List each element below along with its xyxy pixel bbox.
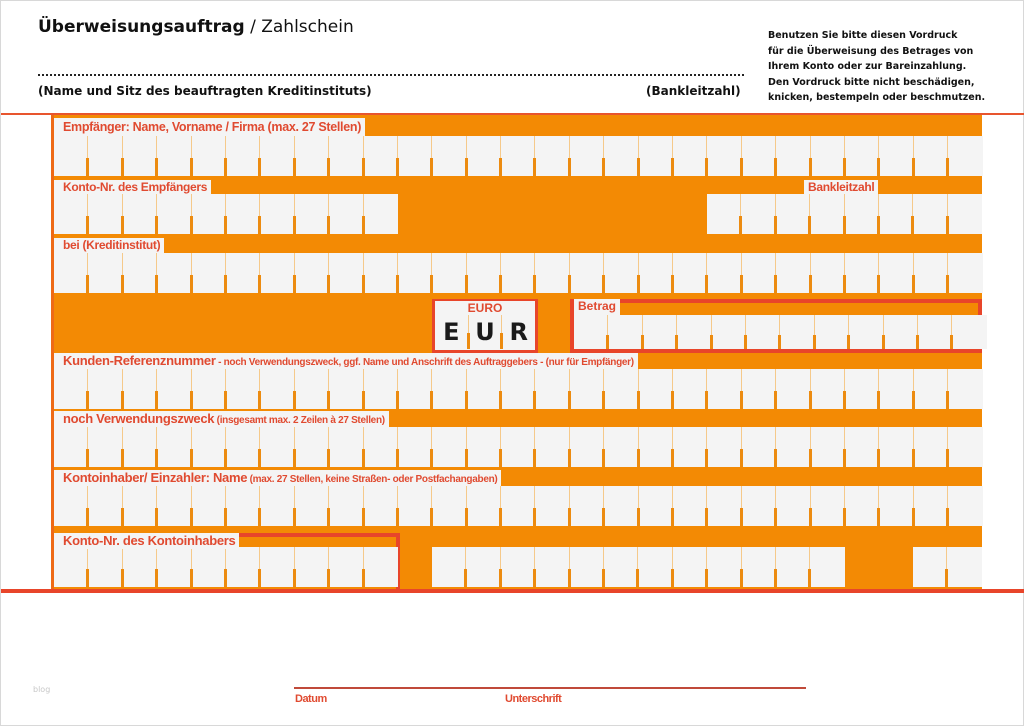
char-cell[interactable] [845, 253, 879, 293]
char-cell[interactable] [260, 253, 294, 293]
char-cell[interactable] [329, 547, 363, 587]
char-cell[interactable] [54, 486, 88, 526]
char-cell[interactable] [295, 253, 329, 293]
char-cell[interactable] [604, 253, 638, 293]
char-cell[interactable] [948, 486, 982, 526]
char-cell[interactable] [88, 136, 122, 176]
char-cell[interactable] [947, 547, 981, 587]
char-cell[interactable] [712, 315, 746, 349]
char-cell[interactable] [742, 369, 776, 409]
char-cell[interactable] [432, 427, 466, 467]
char-cell[interactable] [811, 369, 845, 409]
char-cell[interactable] [295, 427, 329, 467]
char-cell[interactable] [639, 486, 673, 526]
char-cell[interactable] [398, 136, 432, 176]
char-cell[interactable] [467, 369, 501, 409]
recipient-name-label: Empfänger: Name, Vorname / Firma (max. 27 Stellen) [54, 118, 365, 137]
char-cell[interactable] [364, 547, 398, 587]
currency-box [432, 299, 538, 353]
char-cell[interactable] [88, 547, 122, 587]
char-cell[interactable] [913, 547, 947, 587]
char-cell[interactable] [810, 547, 844, 587]
char-cell[interactable] [742, 427, 776, 467]
char-cell[interactable] [604, 369, 638, 409]
char-cell[interactable] [226, 427, 260, 467]
char-cell[interactable] [879, 369, 913, 409]
char-cell[interactable] [639, 427, 673, 467]
char-cell[interactable] [948, 427, 982, 467]
char-cell[interactable] [398, 369, 432, 409]
char-cell[interactable] [226, 194, 260, 234]
char-cell[interactable] [639, 253, 673, 293]
char-cell[interactable] [364, 194, 398, 234]
char-cell[interactable] [673, 547, 707, 587]
char-cell[interactable] [501, 486, 535, 526]
char-cell[interactable] [707, 194, 741, 234]
account-holder-name-cells[interactable] [54, 486, 983, 526]
char-cell[interactable] [810, 194, 844, 234]
char-cell[interactable] [226, 253, 260, 293]
char-cell[interactable] [88, 486, 122, 526]
char-cell[interactable] [123, 427, 157, 467]
char-cell[interactable] [467, 427, 501, 467]
char-cell[interactable] [879, 427, 913, 467]
char-cell[interactable] [364, 486, 398, 526]
char-cell[interactable] [226, 486, 260, 526]
currency-letter: E [435, 315, 469, 349]
char-cell[interactable] [707, 369, 741, 409]
char-cell[interactable] [88, 253, 122, 293]
char-cell[interactable] [638, 547, 672, 587]
char-cell[interactable] [879, 136, 913, 176]
char-cell[interactable] [88, 427, 122, 467]
char-cell[interactable] [776, 136, 810, 176]
char-cell[interactable] [467, 253, 501, 293]
char-cell[interactable] [913, 194, 947, 234]
char-cell[interactable] [639, 136, 673, 176]
char-cell[interactable] [501, 547, 535, 587]
char-cell[interactable] [54, 427, 88, 467]
char-cell[interactable] [811, 486, 845, 526]
char-cell[interactable] [742, 486, 776, 526]
char-cell[interactable] [123, 486, 157, 526]
char-cell[interactable] [741, 194, 775, 234]
char-cell[interactable] [815, 315, 849, 349]
char-cell[interactable] [879, 253, 913, 293]
char-cell[interactable] [707, 547, 741, 587]
char-cell[interactable] [226, 136, 260, 176]
char-cell[interactable] [364, 136, 398, 176]
char-cell[interactable] [639, 369, 673, 409]
char-cell[interactable] [914, 253, 948, 293]
char-cell[interactable] [673, 136, 707, 176]
account-holder-name-label: Kontoinhaber/ Einzahler: Name (max. 27 Stellen, keine Straßen- oder Postfachangaben) [54, 470, 501, 487]
char-cell[interactable] [54, 547, 88, 587]
char-cell[interactable] [501, 136, 535, 176]
char-cell[interactable] [192, 253, 226, 293]
char-cell[interactable] [608, 315, 642, 349]
char-cell[interactable] [811, 253, 845, 293]
char-cell[interactable] [707, 136, 741, 176]
char-cell[interactable] [914, 486, 948, 526]
char-cell[interactable] [157, 547, 191, 587]
char-cell[interactable] [948, 136, 982, 176]
instructions-note: Benutzen Sie bitte diesen Vordruck für die Überweisung des Betrages von Ihrem Konto oder zur Bareinzahlung. Den Vordruck bitte nicht beschädigen, knicken, bestempeln oder beschmutzen. [768, 30, 986, 103]
char-cell[interactable] [295, 136, 329, 176]
amount-cells[interactable] [574, 315, 987, 349]
char-cell[interactable] [604, 547, 638, 587]
char-cell[interactable] [673, 253, 707, 293]
char-cell[interactable] [604, 136, 638, 176]
signature-line[interactable] [294, 687, 806, 689]
char-cell[interactable] [604, 427, 638, 467]
char-cell[interactable] [570, 427, 604, 467]
currency-code [435, 315, 535, 349]
char-cell[interactable] [329, 427, 363, 467]
char-cell[interactable] [192, 136, 226, 176]
char-cell[interactable] [535, 486, 569, 526]
char-cell[interactable] [260, 547, 294, 587]
currency-label: EURO [467, 301, 503, 315]
char-cell[interactable] [466, 547, 500, 587]
char-cell[interactable] [948, 369, 982, 409]
char-cell[interactable] [398, 253, 432, 293]
bottom-red-rule [1, 589, 1024, 593]
char-cell[interactable] [123, 194, 157, 234]
char-cell[interactable] [879, 486, 913, 526]
purpose-label: noch Verwendungszweck (insgesamt max. 2 Zeilen à 27 Stellen) [54, 411, 389, 428]
char-cell[interactable] [260, 369, 294, 409]
char-cell[interactable] [329, 253, 363, 293]
char-cell[interactable] [914, 136, 948, 176]
recipient-bank-code-cells[interactable] [707, 194, 982, 234]
bank-name-dotted-line [38, 74, 744, 76]
currency-letter: U [469, 315, 503, 349]
amount-label: Betrag [574, 299, 620, 315]
char-cell[interactable] [742, 136, 776, 176]
char-cell[interactable] [776, 427, 810, 467]
char-cell[interactable] [329, 486, 363, 526]
char-cell[interactable] [811, 427, 845, 467]
signature-label: Unterschrift [505, 693, 562, 705]
char-cell[interactable] [157, 136, 191, 176]
char-cell[interactable] [123, 253, 157, 293]
char-cell[interactable] [192, 194, 226, 234]
char-cell[interactable] [707, 427, 741, 467]
char-cell[interactable] [226, 369, 260, 409]
char-cell[interactable] [707, 486, 741, 526]
char-cell[interactable] [776, 369, 810, 409]
bank-institution-cells[interactable] [54, 253, 983, 293]
char-cell[interactable] [570, 136, 604, 176]
char-cell[interactable] [673, 369, 707, 409]
char-cell[interactable] [192, 427, 226, 467]
char-cell[interactable] [776, 194, 810, 234]
char-cell[interactable] [157, 369, 191, 409]
char-cell[interactable] [914, 369, 948, 409]
char-cell[interactable] [535, 369, 569, 409]
char-cell[interactable] [157, 427, 191, 467]
char-cell[interactable] [467, 136, 501, 176]
bank-code-label: (Bankleitzahl) [646, 84, 741, 98]
char-cell[interactable] [157, 194, 191, 234]
char-cell[interactable] [501, 253, 535, 293]
char-cell[interactable] [643, 315, 677, 349]
char-cell[interactable] [742, 547, 776, 587]
char-cell[interactable] [329, 369, 363, 409]
char-cell[interactable] [295, 194, 329, 234]
char-cell[interactable] [776, 547, 810, 587]
recipient-account-cells[interactable] [54, 194, 398, 234]
char-cell[interactable] [776, 253, 810, 293]
char-cell[interactable] [260, 136, 294, 176]
date-label: Datum [295, 693, 327, 705]
char-cell[interactable] [746, 315, 780, 349]
char-cell[interactable] [364, 253, 398, 293]
bank-institution-label: bei (Kreditinstitut) [54, 238, 164, 253]
char-cell[interactable] [845, 136, 879, 176]
char-cell[interactable] [123, 136, 157, 176]
char-cell[interactable] [432, 547, 466, 587]
char-cell[interactable] [780, 315, 814, 349]
char-cell[interactable] [604, 486, 638, 526]
char-cell[interactable] [329, 194, 363, 234]
char-cell[interactable] [501, 369, 535, 409]
char-cell[interactable] [260, 486, 294, 526]
customer-reference-label: Kunden-Referenznummer - noch Verwendungszweck, ggf. Name und Anschrift des Auftraggebers - (nur für Empfänger) [54, 353, 638, 370]
char-cell[interactable] [88, 369, 122, 409]
char-cell[interactable] [260, 427, 294, 467]
char-cell[interactable] [54, 369, 88, 409]
char-cell[interactable] [260, 194, 294, 234]
recipient-account-label: Konto-Nr. des Empfängers [54, 180, 211, 194]
char-cell[interactable] [845, 369, 879, 409]
char-cell[interactable] [952, 315, 986, 349]
form-title: Überweisungsauftrag / Zahlschein [38, 17, 354, 37]
account-holder-account-cells[interactable] [54, 547, 398, 587]
char-cell[interactable] [707, 253, 741, 293]
char-cell[interactable] [295, 369, 329, 409]
char-cell[interactable] [467, 486, 501, 526]
form-body [51, 115, 982, 591]
char-cell[interactable] [884, 315, 918, 349]
char-cell[interactable] [776, 486, 810, 526]
char-cell[interactable] [914, 427, 948, 467]
char-cell[interactable] [364, 427, 398, 467]
char-cell[interactable] [88, 194, 122, 234]
char-cell[interactable] [295, 486, 329, 526]
char-cell[interactable] [54, 136, 88, 176]
extra-cells-middle[interactable] [432, 547, 845, 587]
char-cell[interactable] [157, 253, 191, 293]
char-cell[interactable] [849, 315, 883, 349]
char-cell[interactable] [157, 486, 191, 526]
char-cell[interactable] [574, 315, 608, 349]
char-cell[interactable] [123, 369, 157, 409]
char-cell[interactable] [570, 369, 604, 409]
char-cell[interactable] [673, 427, 707, 467]
char-cell[interactable] [673, 486, 707, 526]
customer-reference-cells[interactable] [54, 369, 983, 409]
char-cell[interactable] [535, 136, 569, 176]
account-holder-account-label: Konto-Nr. des Kontoinhabers [54, 533, 239, 549]
recipient-name-cells[interactable] [54, 136, 983, 176]
char-cell[interactable] [845, 427, 879, 467]
char-cell[interactable] [570, 253, 604, 293]
char-cell[interactable] [948, 194, 982, 234]
char-cell[interactable] [123, 547, 157, 587]
char-cell[interactable] [364, 369, 398, 409]
char-cell[interactable] [845, 486, 879, 526]
char-cell[interactable] [742, 253, 776, 293]
char-cell[interactable] [677, 315, 711, 349]
char-cell[interactable] [501, 427, 535, 467]
watermark: blog [33, 685, 51, 694]
char-cell[interactable] [948, 253, 982, 293]
char-cell[interactable] [535, 253, 569, 293]
char-cell[interactable] [432, 136, 466, 176]
bank-name-label: (Name und Sitz des beauftragten Kreditinstituts) [38, 84, 372, 98]
extra-cells-right[interactable] [913, 547, 982, 587]
char-cell[interactable] [192, 369, 226, 409]
char-cell[interactable] [329, 136, 363, 176]
char-cell[interactable] [398, 486, 432, 526]
char-cell[interactable] [432, 253, 466, 293]
char-cell[interactable] [535, 547, 569, 587]
char-cell[interactable] [570, 486, 604, 526]
char-cell[interactable] [398, 427, 432, 467]
purpose-cells[interactable] [54, 427, 983, 467]
char-cell[interactable] [845, 194, 879, 234]
char-cell[interactable] [192, 486, 226, 526]
char-cell[interactable] [570, 547, 604, 587]
char-cell[interactable] [918, 315, 952, 349]
currency-letter: R [502, 315, 535, 349]
char-cell[interactable] [535, 427, 569, 467]
char-cell[interactable] [879, 194, 913, 234]
char-cell[interactable] [192, 547, 226, 587]
char-cell[interactable] [54, 253, 88, 293]
char-cell[interactable] [54, 194, 88, 234]
char-cell[interactable] [295, 547, 329, 587]
recipient-bank-code-label: Bankleitzahl [804, 180, 878, 194]
char-cell[interactable] [432, 369, 466, 409]
char-cell[interactable] [811, 136, 845, 176]
char-cell[interactable] [226, 547, 260, 587]
char-cell[interactable] [432, 486, 466, 526]
